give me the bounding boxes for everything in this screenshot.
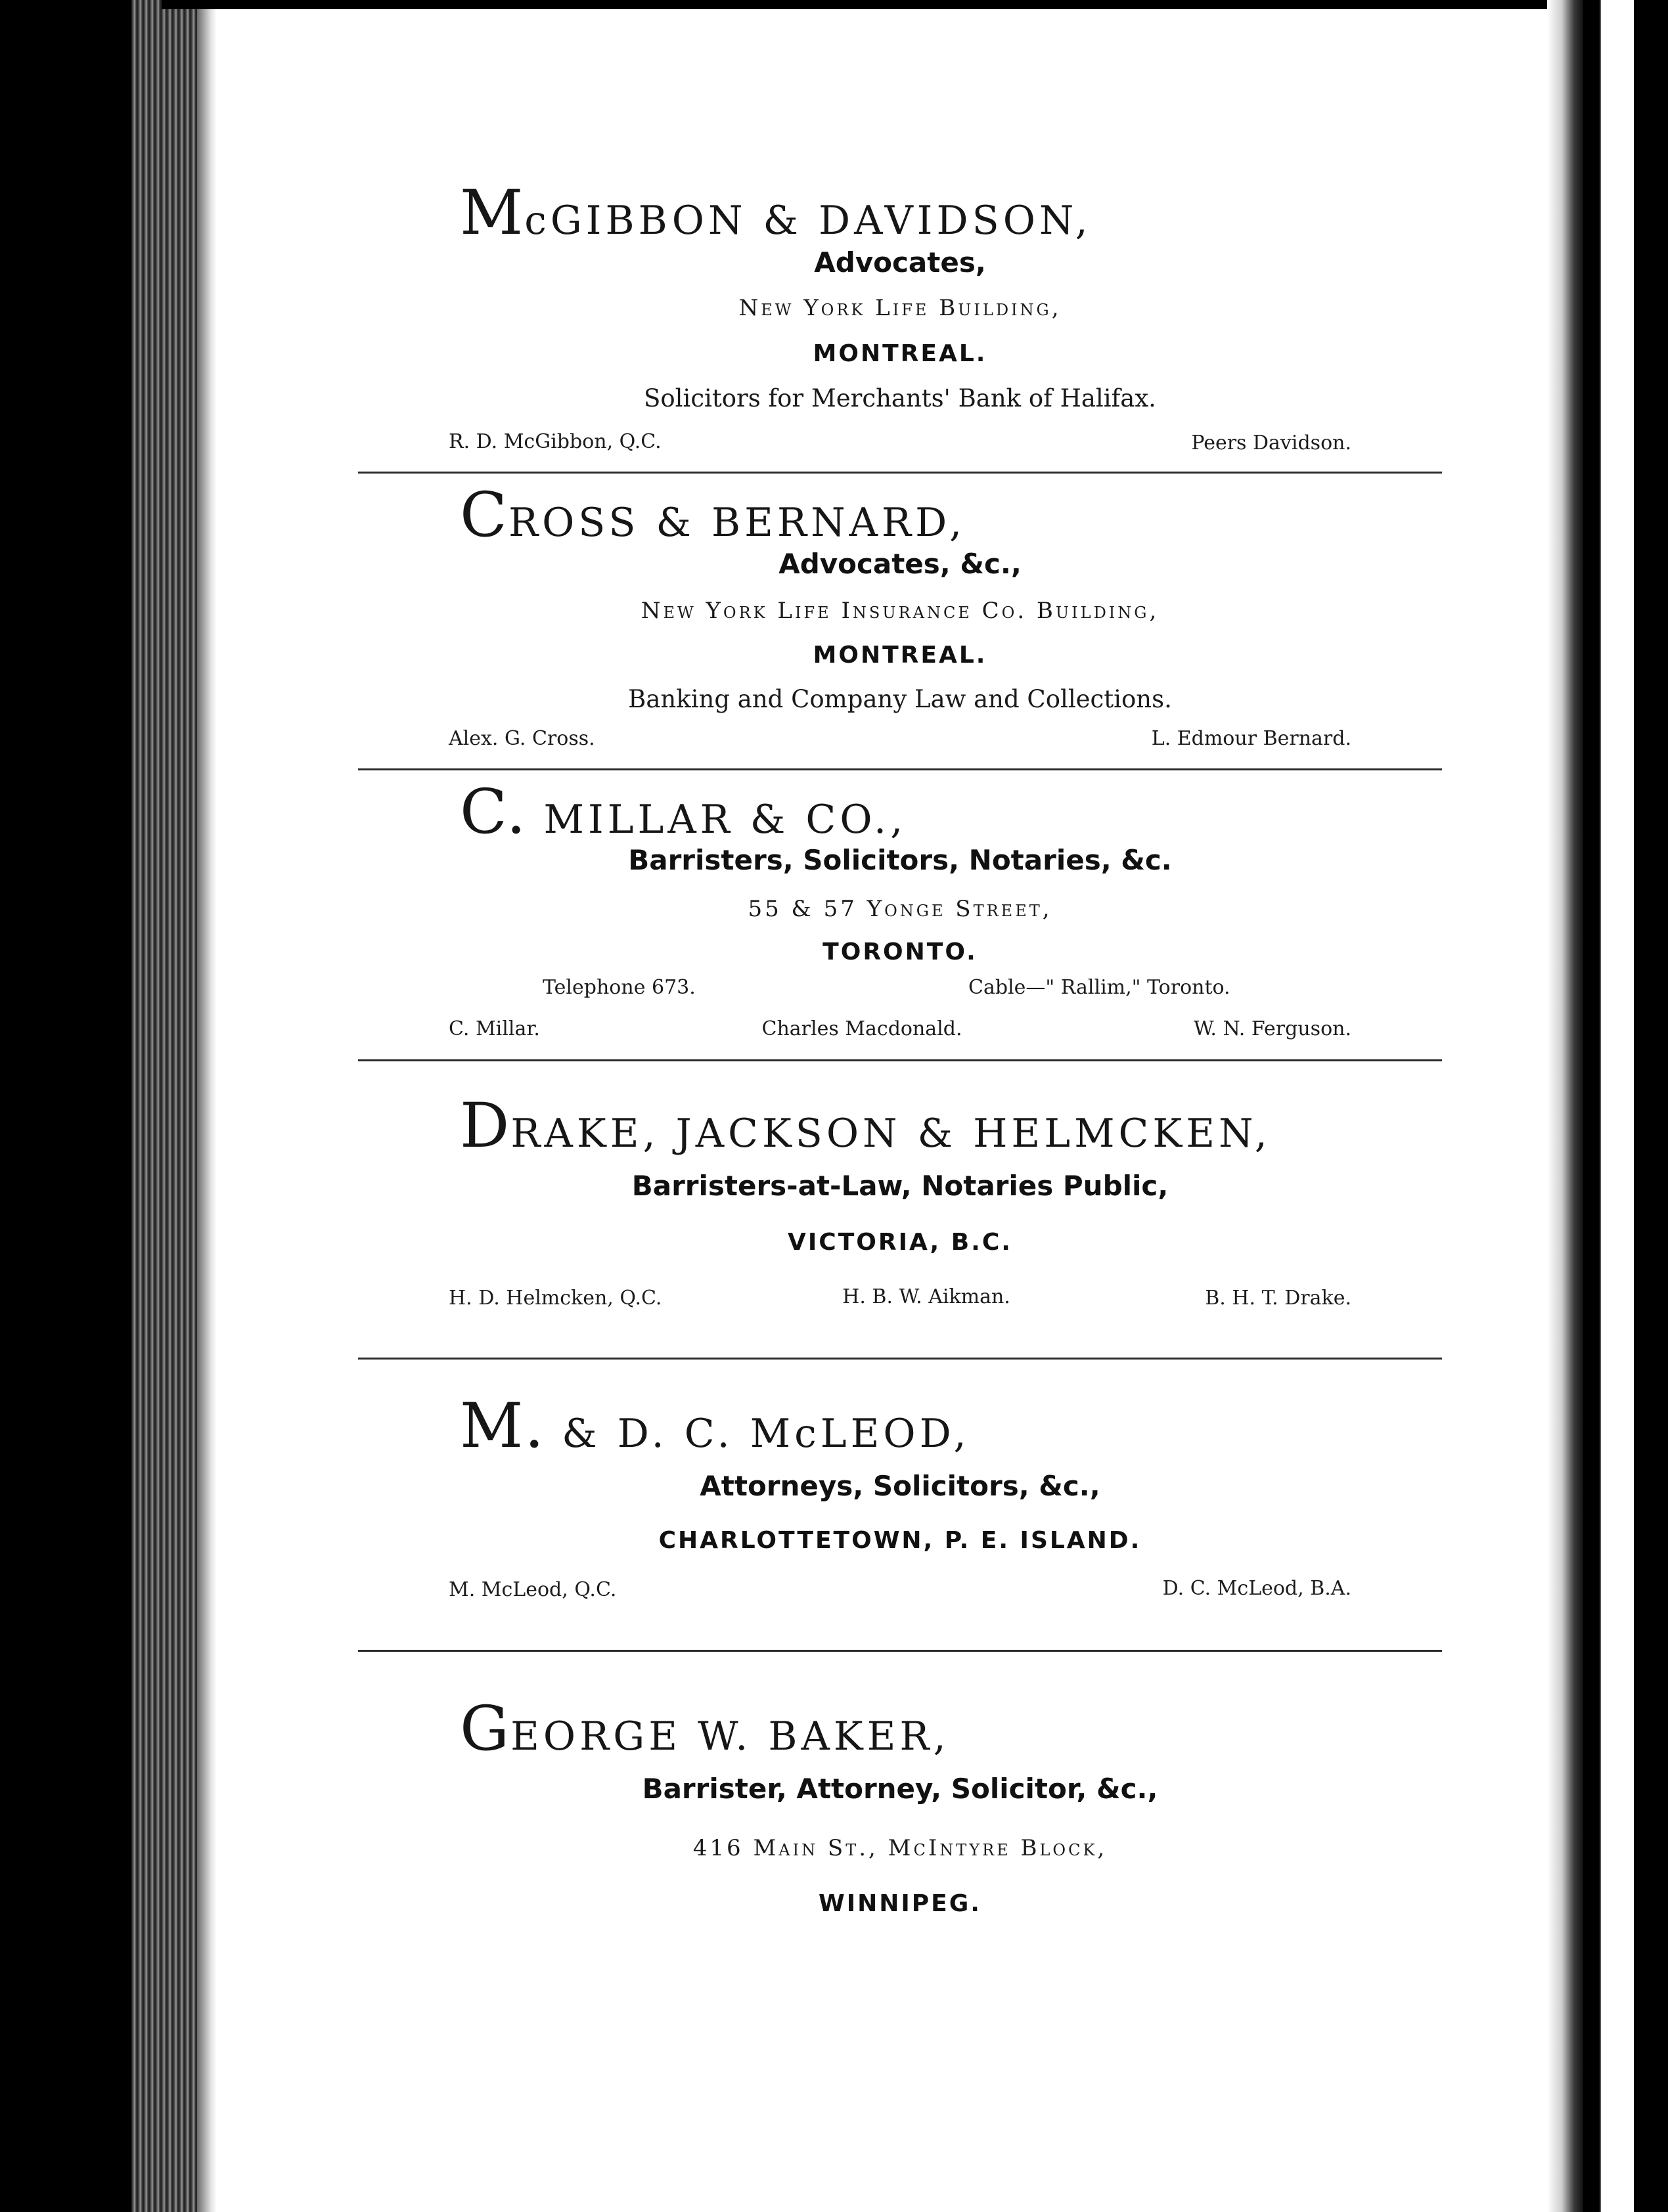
firm-initial: D <box>460 1090 511 1162</box>
scan-border-right <box>1583 0 1600 2212</box>
firm-city: TORONTO. <box>823 939 978 965</box>
firm-name-rest: ROSS & BERNARD, <box>508 500 966 546</box>
firm-city: WINNIPEG. <box>819 1890 981 1917</box>
firm-initial: M. <box>460 1390 546 1462</box>
section-divider <box>358 1059 1442 1061</box>
firm-description: Barristers, Solicitors, Notaries, &c. <box>628 844 1172 876</box>
firm-description: Attorneys, Solicitors, &c., <box>700 1470 1100 1502</box>
firm-description: Advocates, &c., <box>778 548 1022 580</box>
section-divider <box>358 768 1442 770</box>
firm-name <box>460 776 907 848</box>
firm-city: CHARLOTTETOWN, P. E. ISLAND. <box>658 1527 1142 1554</box>
firm-city: VICTORIA, B.C. <box>788 1229 1012 1256</box>
firm-name-rest: MILLAR & CO., <box>527 797 907 843</box>
firm-cable: Cable—" Rallim," Toronto. <box>968 976 1230 999</box>
facing-page-strip <box>1600 0 1635 2212</box>
firm-name-rest: & D. C. McLEOD, <box>545 1411 970 1457</box>
firm-telephone: Telephone 673. <box>543 976 696 999</box>
firm-address: 55 & 57 Yonge Street, <box>748 896 1052 922</box>
firm-name-rest: cGIBBON & DAVIDSON, <box>524 198 1092 244</box>
firm-description: Barrister, Attorney, Solicitor, &c., <box>642 1773 1158 1805</box>
firm-city: MONTREAL. <box>813 340 987 367</box>
binding-gutter <box>1547 0 1583 2212</box>
firm-note: Banking and Company Law and Collections. <box>628 685 1172 713</box>
firm-name <box>460 177 1092 249</box>
page-edge-shadow <box>197 0 217 2212</box>
firm-name <box>460 1390 970 1462</box>
firm-name-rest: RAKE, JACKSON & HELMCKEN, <box>510 1111 1271 1157</box>
firm-initial: G <box>460 1693 511 1765</box>
firm-name <box>460 479 966 551</box>
firm-address: New York Life Insurance Co. Building, <box>641 598 1160 624</box>
partner-name: D. C. McLeod, B.A. <box>1162 1577 1351 1600</box>
partner-name: Peers Davidson. <box>1191 431 1351 454</box>
firm-city: MONTREAL. <box>813 642 987 669</box>
firm-name <box>460 1693 950 1765</box>
firm-name <box>460 1090 1271 1162</box>
partner-name: W. N. Ferguson. <box>1193 1017 1351 1040</box>
section-divider <box>358 1358 1442 1360</box>
partner-name: Charles Macdonald. <box>761 1017 962 1040</box>
partner-name: H. B. W. Aikman. <box>842 1285 1010 1308</box>
firm-name-rest: EORGE W. BAKER, <box>510 1714 950 1759</box>
firm-initial: C. <box>460 776 528 848</box>
partner-name: L. Edmour Bernard. <box>1151 727 1351 750</box>
firm-address: 416 Main St., McIntyre Block, <box>692 1835 1108 1861</box>
firm-initial: C <box>460 479 508 551</box>
section-divider <box>358 472 1442 474</box>
partner-name: R. D. McGibbon, Q.C. <box>449 430 662 453</box>
firm-initial: M <box>460 177 525 249</box>
firm-note: Solicitors for Merchants' Bank of Halifax. <box>644 384 1156 412</box>
partner-name: M. McLeod, Q.C. <box>449 1578 617 1601</box>
partner-name: H. D. Helmcken, Q.C. <box>449 1287 662 1310</box>
scan-border-far-right <box>1634 0 1668 2212</box>
firm-address: New York Life Building, <box>738 295 1062 321</box>
firm-description: Barristers-at-Law, Notaries Public, <box>631 1170 1169 1202</box>
scan-border-top <box>162 0 1583 9</box>
partner-name: C. Millar. <box>449 1017 540 1040</box>
section-divider <box>358 1650 1442 1652</box>
firm-description: Advocates, <box>814 246 986 278</box>
partner-name: B. H. T. Drake. <box>1205 1287 1351 1310</box>
partner-name: Alex. G. Cross. <box>449 727 595 750</box>
